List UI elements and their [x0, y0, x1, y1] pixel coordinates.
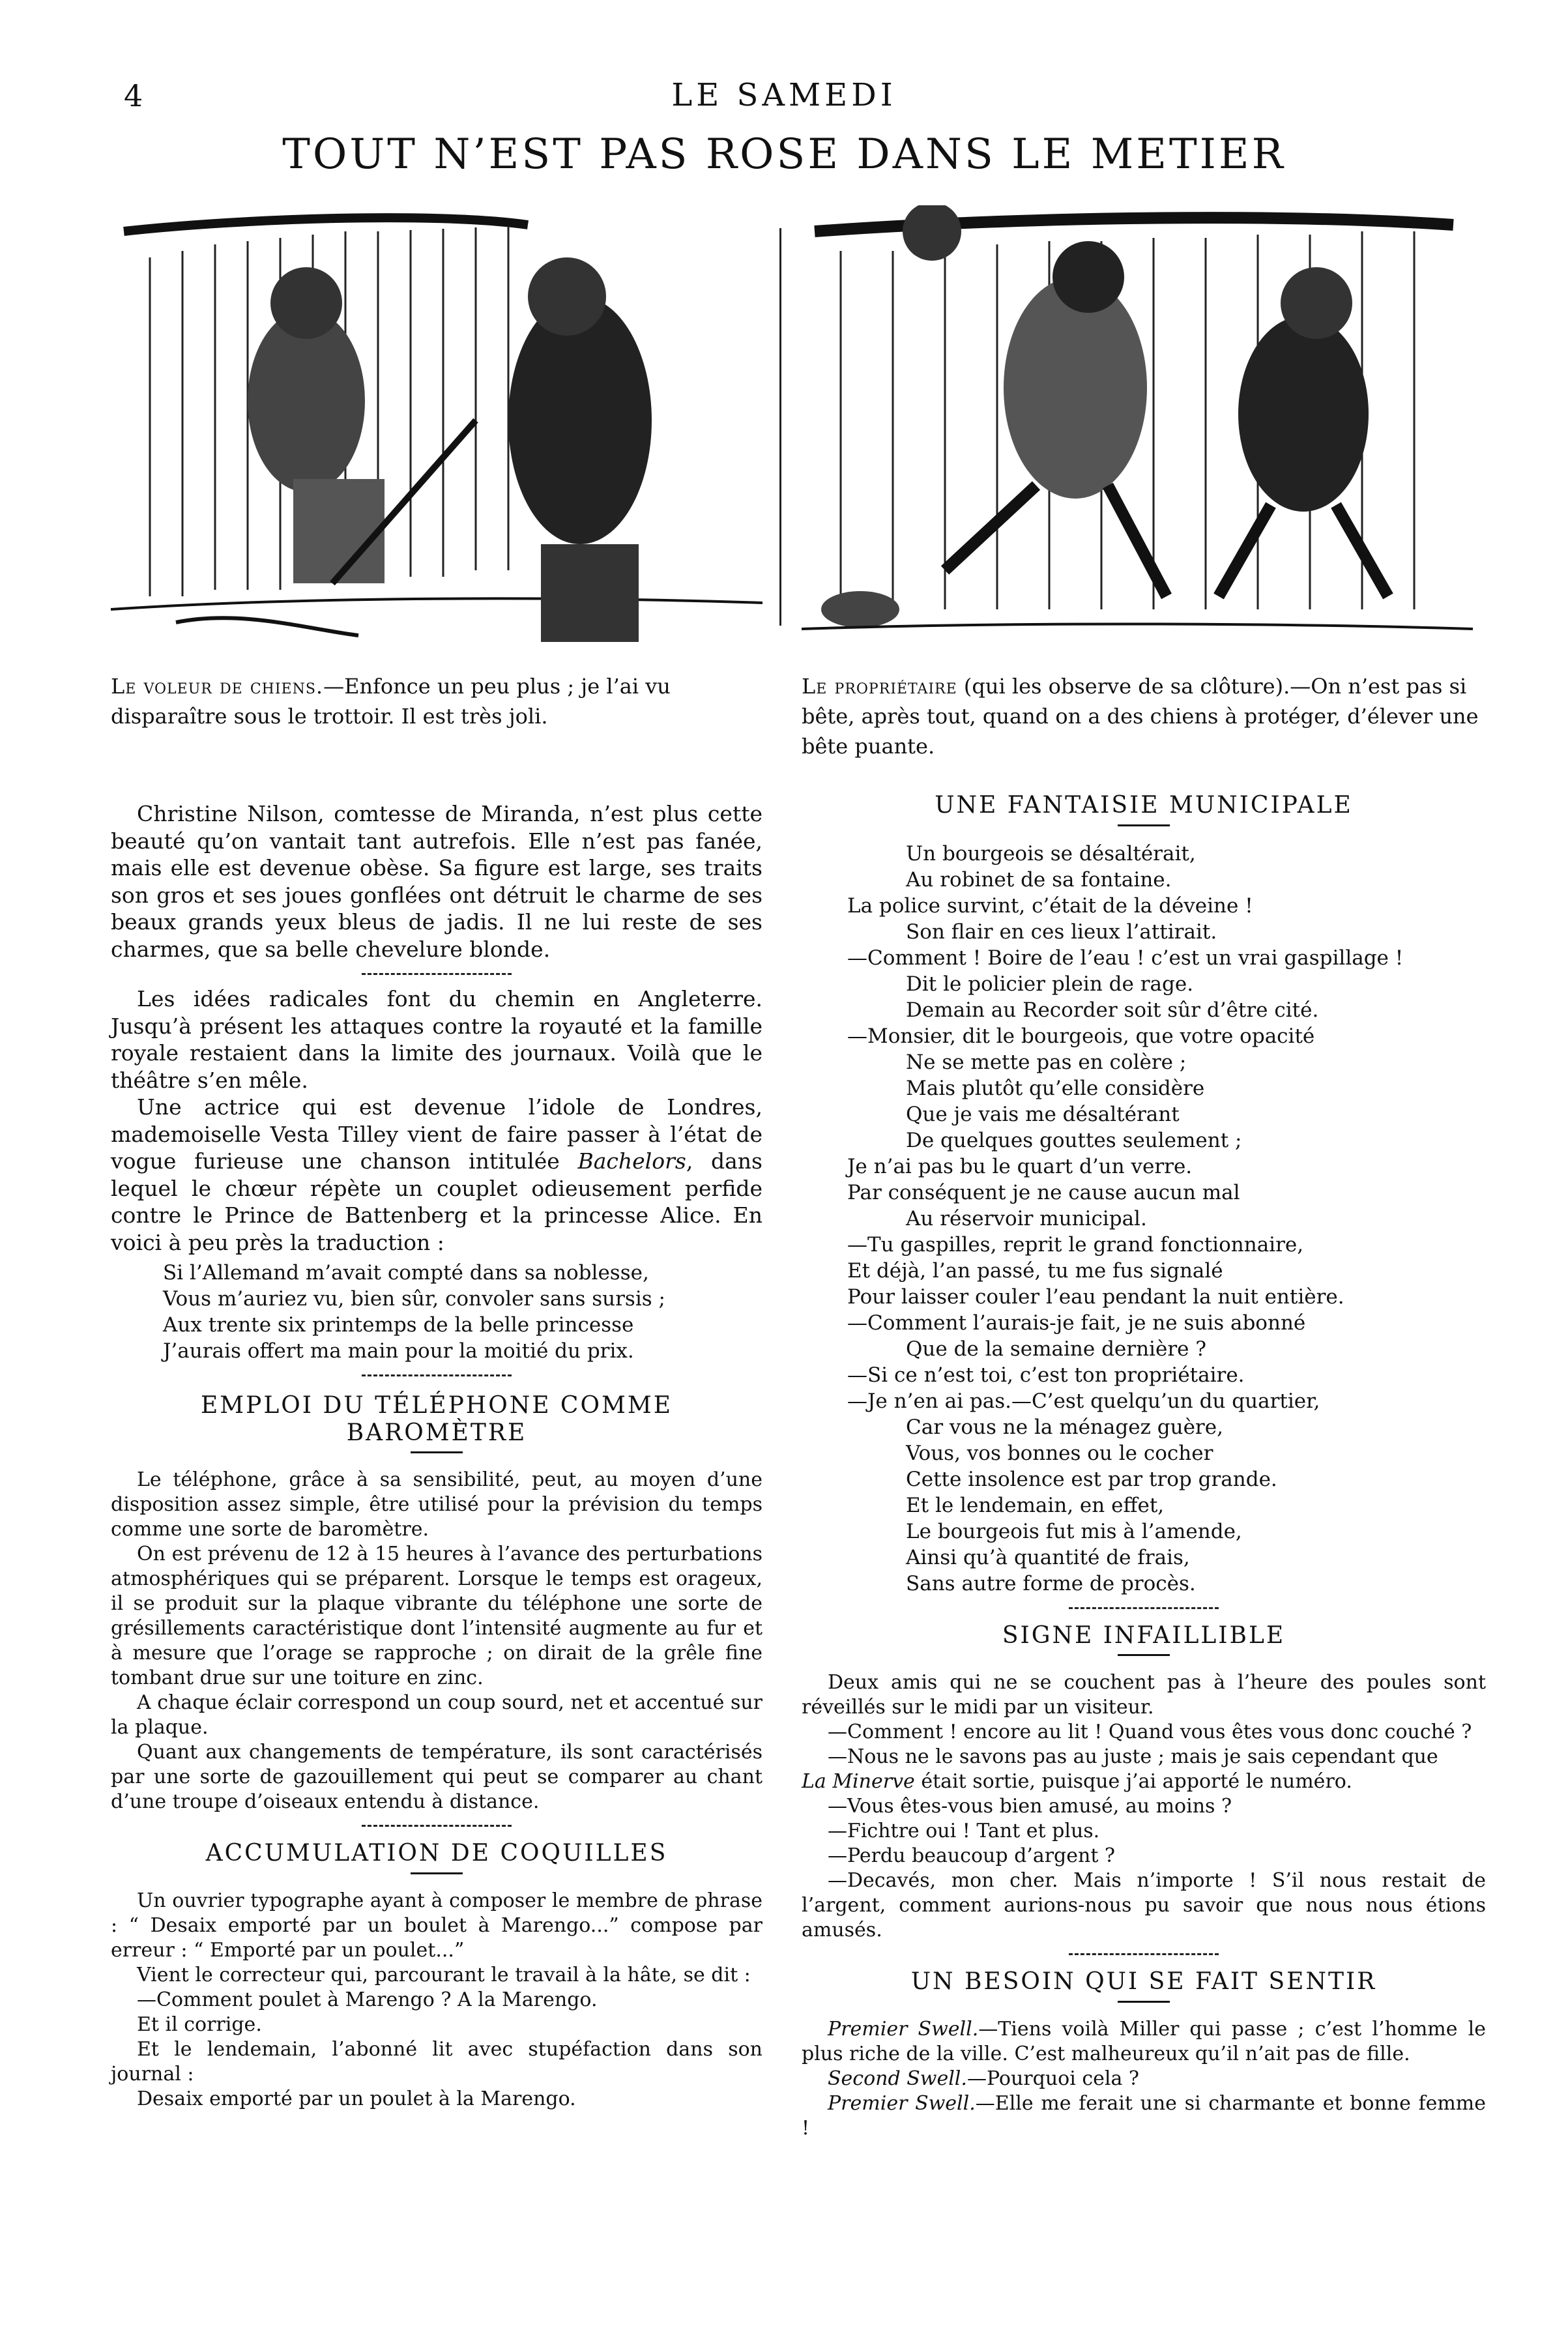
paragraph: Quant aux changements de température, ils sont caractérisés par une sorte de gazouillement qui peut se comparer au chant d’une troupe d’oiseaux entendu à distance. — [111, 1741, 762, 1813]
caption-right-text: (qui les observe de sa clôture).—On n’est pas si bête, après tout, quand on a des chiens à protéger, d’élever une bête puante. — [802, 674, 1479, 759]
paragraph: On est prévenu de 12 à 15 heures à l’avance des perturbations atmosphériques qui se préparent. Lorsque le temps est orageux, il se produit sur la plaque vibrante du téléphone une sorte de grésillements caractéristique dont l’intensité augmente au fur et à mesure que l’orage se rapproche ; on dirait de la grêle fine tombant drue sur une toiture en zinc. — [111, 1543, 762, 1689]
paragraph: Deux amis qui ne se couchent pas à l’heure des poules sont réveillés sur le midi par un visiteur. — [802, 1671, 1486, 1719]
poem-line: Vous, vos bonnes ou le cocher — [906, 1441, 1213, 1465]
dialogue-line — [802, 2091, 1486, 2141]
quote-line: J’aurais offert ma main pour la moitié du prix. — [163, 1339, 634, 1363]
paragraph: Desaix emporté par un poulet à la Marengo. — [137, 2087, 576, 2110]
cartoon-right-illustration — [802, 205, 1473, 661]
separator — [1069, 1953, 1219, 1955]
poem-line: Demain au Recorder soit sûr d’être cité. — [906, 998, 1319, 1022]
speaker: Premier Swell. — [828, 2091, 976, 2115]
radicales-text-a: Une actrice qui est devenue l’idole de Londres, mademoiselle Vesta Tilley vient de faire passer à l’état de vogue furieuse une chanson intitulée — [111, 1094, 762, 1174]
poem-line: —Tu gaspilles, reprit le grand fonctionnaire, — [847, 1232, 1304, 1257]
title-rule — [411, 1872, 463, 1874]
panel-divider — [779, 228, 781, 626]
poem-line: Dit le policier plein de rage. — [906, 972, 1194, 996]
title-rule — [1118, 1654, 1170, 1656]
caption-left-text: —Enfonce un peu plus ; je l’ai vu disparaître sous le trottoir. Il est très joli. — [111, 674, 671, 729]
paragraph: —Nous ne le savons pas au juste ; mais je sais cependant que — [828, 1745, 1438, 1768]
separator — [1069, 1607, 1219, 1609]
poem-line: De quelques gouttes seulement ; — [906, 1128, 1242, 1152]
section-title-fantaisie: UNE FANTAISIE MUNICIPALE — [935, 792, 1353, 819]
poem-line: Que je vais me désaltérant — [906, 1102, 1180, 1126]
poem-line: —Je n’en ai pas.—C’est quelqu’un du quartier, — [847, 1389, 1320, 1413]
article-radicales-2 — [111, 1094, 762, 1256]
poem-line: —Monsier, dit le bourgeois, que votre opacité — [847, 1024, 1315, 1048]
section-title-signe: SIGNE INFAILLIBLE — [1002, 1621, 1286, 1649]
article-nilson: Christine Nilson, comtesse de Miranda, n’est plus cette beauté qu’on vantait tant autrefois. Elle n’est pas fanée, mais elle est devenue obèse. Sa figure est large, ses traits son gros et ses joues gonflées ont détruit le charme de ses beaux grands yeux bleus de jadis. Il ne lui reste de ses charmes, que sa belle chevelure blonde. — [111, 801, 762, 962]
page-title: TOUT N’EST PAS ROSE DANS LE METIER — [282, 130, 1286, 179]
dialogue-line — [802, 2017, 1486, 2067]
poem-line: Ne se mette pas en colère ; — [906, 1050, 1187, 1074]
cartoon-left-illustration — [111, 205, 762, 661]
title-rule — [1118, 824, 1170, 826]
paragraph: Et il corrige. — [137, 2013, 262, 2036]
section-title-besoin: UN BESOIN QUI SE FAIT SENTIR — [910, 1968, 1377, 1995]
separator — [362, 1825, 512, 1827]
song-quote — [111, 1260, 762, 1364]
poem-line: —Comment ! Boire de l’eau ! c’est un vrai gaspillage ! — [847, 946, 1404, 970]
paragraph: Vient le correcteur qui, parcourant le travail à la hâte, se dit : — [137, 1963, 751, 1986]
page-number: 4 — [124, 78, 143, 113]
poem-line: Sans autre forme de procès. — [906, 1571, 1196, 1595]
poem-line: Et déjà, l’an passé, tu me fus signalé — [847, 1258, 1223, 1283]
radicales-text-c: , dans lequel le chœur répète un couplet odieusement perfide contre le Prince de Battenberg et la princesse Alice. En voici à peu près la traduction : — [111, 1148, 762, 1255]
poem-line: Je n’ai pas bu le quart d’un verre. — [847, 1154, 1193, 1178]
speaker: Second Swell. — [828, 2067, 967, 2090]
section-title-coquilles: ACCUMULATION DE COQUILLES — [205, 1840, 668, 1867]
poem-line: Son flair en ces lieux l’attirait. — [906, 920, 1217, 944]
paragraph: —Vous êtes-vous bien amusé, au moins ? — [828, 1795, 1232, 1818]
poem-line: Car vous ne la ménagez guère, — [906, 1415, 1223, 1439]
poem-line: Pour laisser couler l’eau pendant la nuit entière. — [847, 1285, 1344, 1309]
paragraph: —Perdu beaucoup d’argent ? — [828, 1844, 1116, 1867]
caption-right-speaker: Le propriétaire — [802, 674, 957, 699]
section-title-telephone: EMPLOI DU TÉLÉPHONE COMME BAROMÈTRE — [201, 1392, 673, 1446]
poem-line: —Si ce n’est toi, c’est ton propriétaire. — [847, 1363, 1245, 1387]
caption-right — [802, 671, 1486, 761]
dialogue-text: —Tiens voilà Miller qui passe ; c’est l’homme le plus riche de la ville. C’est malheureux qu’il n’ait pas de fille. — [802, 2017, 1486, 2065]
poem-line: Par conséquent je ne cause aucun mal — [847, 1180, 1240, 1204]
caption-left — [111, 671, 736, 731]
quote-line: Vous m’auriez vu, bien sûr, convoler sans sursis ; — [163, 1287, 665, 1311]
right-column — [802, 792, 1486, 2141]
paragraph — [802, 1769, 1486, 1794]
running-title: LE SAMEDI — [671, 77, 897, 113]
paragraph: —Comment poulet à Marengo ? A la Marengo. — [137, 1988, 598, 2011]
separator — [362, 1374, 512, 1376]
poem-line: —Comment l’aurais-je fait, je ne suis abonné — [847, 1311, 1306, 1335]
paragraph: Le téléphone, grâce à sa sensibilité, peut, au moyen d’une disposition assez simple, être utilisé pour la prévision du temps comme une sorte de baromètre. — [111, 1468, 762, 1541]
paragraph: Un ouvrier typographe ayant à composer le membre de phrase : “ Desaix emporté par un boulet à Marengo...” compose par erreur : “ Emporté par un poulet...” — [111, 1889, 762, 1962]
poem-line: Ainsi qu’à quantité de frais, — [906, 1545, 1190, 1569]
paragraph: Et le lendemain, l’abonné lit avec stupéfaction dans son journal : — [111, 2037, 762, 2086]
paragraph: —Comment ! encore au lit ! Quand vous êtes vous donc couché ? — [828, 1721, 1472, 1743]
poem-line: Au réservoir municipal. — [906, 1206, 1147, 1230]
speaker: Premier Swell. — [828, 2017, 979, 2041]
caption-left-speaker: Le voleur de chiens. — [111, 674, 324, 699]
separator — [362, 973, 512, 975]
poem-line: Un bourgeois se désaltérait, — [906, 841, 1196, 865]
signe-text: était sortie, puisque j’ai apporté le numéro. — [921, 1770, 1352, 1793]
title-rule — [411, 1451, 463, 1453]
paragraph: —Decavés, mon cher. Mais n’importe ! S’il nous restait de l’argent, comment aurions-nous pu savoir que nous nous étions amusés. — [802, 1869, 1486, 1941]
poem-fantaisie — [802, 841, 1486, 1597]
poem-line: Au robinet de sa fontaine. — [906, 867, 1172, 892]
paragraph: A chaque éclair correspond un coup sourd, net et accentué sur la plaque. — [111, 1691, 762, 1739]
song-title: Bachelors — [577, 1148, 686, 1174]
dialogue-line — [802, 2067, 1486, 2091]
poem-line: La police survint, c’était de la déveine ! — [847, 894, 1253, 918]
poem-line: Et le lendemain, en effet, — [906, 1493, 1165, 1517]
journal-name: La Minerve — [802, 1770, 915, 1793]
poem-line: Que de la semaine dernière ? — [906, 1337, 1206, 1361]
poem-line: Le bourgeois fut mis à l’amende, — [906, 1519, 1242, 1543]
quote-line: Si l’Allemand m’avait compté dans sa noblesse, — [163, 1261, 649, 1285]
title-rule — [1118, 2001, 1170, 2003]
poem-line: Cette insolence est par trop grande. — [906, 1467, 1277, 1491]
paragraph: —Fichtre oui ! Tant et plus. — [828, 1820, 1100, 1842]
left-column — [111, 800, 762, 2112]
dialogue-text: —Pourquoi cela ? — [966, 2067, 1140, 2090]
article-radicales-1: Les idées radicales font du chemin en Angleterre. Jusqu’à présent les attaques contre la royauté et la famille royale restaient dans la limite des journaux. Voilà que le théâtre s’en mêle. — [111, 986, 762, 1093]
poem-line: Mais plutôt qu’elle considère — [906, 1076, 1205, 1100]
quote-line: Aux trente six printemps de la belle princesse — [163, 1313, 634, 1337]
dialogue-text: —Elle me ferait une si charmante et bonne femme ! — [802, 2091, 1487, 2140]
